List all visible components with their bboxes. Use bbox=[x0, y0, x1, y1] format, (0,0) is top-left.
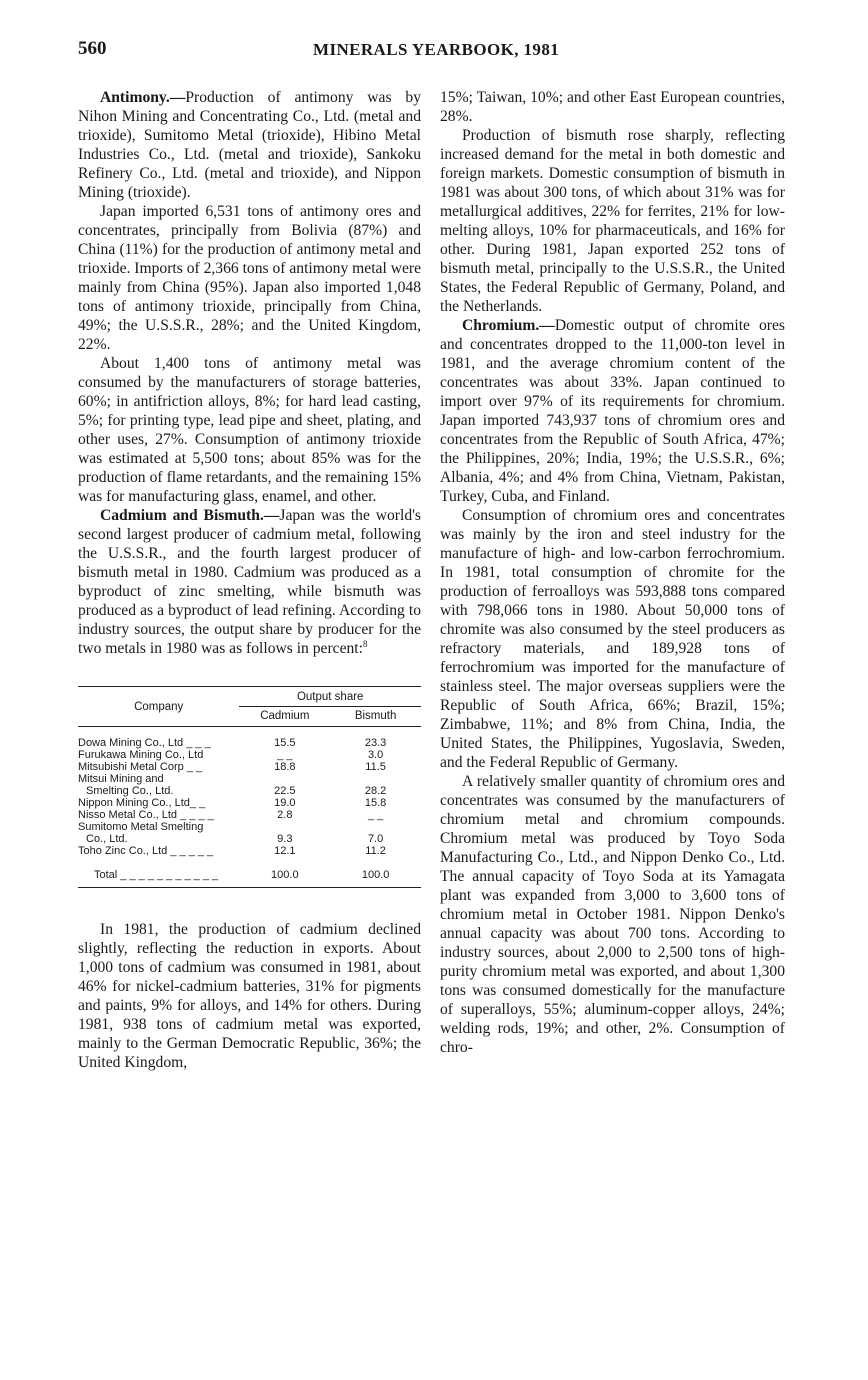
page-header bbox=[78, 38, 788, 64]
antimony-heading: Antimony.— bbox=[100, 89, 186, 106]
table-total-row bbox=[78, 857, 421, 888]
output-share-header: Output share bbox=[239, 687, 421, 707]
company-header: Company bbox=[78, 687, 239, 727]
table-row: Mitsubishi Metal Corp _ _ 18.8 11.5 bbox=[78, 761, 386, 773]
chromium-heading: Chromium.— bbox=[462, 317, 555, 334]
cadmium-heading: Cadmium and Bismuth.— bbox=[100, 507, 280, 524]
table-row: Toho Zinc Co., Ltd _ _ _ _ _ 12.1 11.2 bbox=[78, 845, 386, 857]
running-title: MINERALS YEARBOOK, 1981 bbox=[313, 40, 560, 59]
continued-paragraph: 15%; Taiwan, 10%; and other East European countries, 28%. bbox=[440, 89, 785, 125]
chromium-paragraph-3: A relatively smaller quantity of chromium ores and concentrates was consumed by the manufacturers of chromium metal and chromium compounds. Chromium metal was produced by Toyo Soda Manufacturing Co., Ltd., and Nippon Denko Co., Ltd. The annual capacity of Toyo Soda at its Yamagata plant was expanded from 3,000 to 3,600 tons of chromium metal in October 1981. Nippon Denko's annual capacity was about 700 tons. According to industry sources, about 2,000 to 2,500 tons of high-purity chromium metal was exported, and about 1,300 tons was consumed domestically for the manufacture of superalloys, 55%; aluminum-copper alloys, 24%; welding rods, 19%; and other, 2%. Consumption of chro- bbox=[440, 773, 785, 1056]
total-bismuth: 100.0 bbox=[330, 857, 421, 888]
right-column bbox=[440, 88, 785, 1057]
footnote-ref: 8 bbox=[362, 638, 368, 649]
left-column bbox=[78, 88, 421, 1072]
cadmium-paragraph-1: Cadmium and Bismuth.—Japan was the world's second largest producer of cadmium metal, following the U.S.S.R., and the fourth largest producer of bismuth metal in 1980. Cadmium was produced as a byproduct of zinc smelting, while bismuth was produced as a byproduct of lead refining. According to industry sources, the output share by producer for the two metals in 1980 was as follows in percent:$^8$ bbox=[78, 507, 422, 657]
table-row: Sumitomo Metal Smelting bbox=[78, 821, 204, 833]
cadmium-paragraph-2: In 1981, the production of cadmium declined slightly, reflecting the reduction in exports. About 1,000 tons of cadmium was consumed in 1981, about 46% for nickel-cadmium batteries, 31% for pigments and paints, 9% for alloys, and 14% for others. During 1981, 938 tons of cadmium metal was exported, mainly to the German Democratic Republic, 36%; the United Kingdom, bbox=[78, 921, 421, 1071]
page-number: 560 bbox=[78, 38, 107, 59]
antimony-paragraph-1: Antimony.—Production of antimony was by Nihon Mining and Concentrating Co., Ltd. (metal and trioxide), Sumitomo Metal (trioxide), Hibino Metal Industries Co., Ltd. (metal and trioxide), Sankoku Refinery Co., Ltd. (metal and trioxide), and Nippon Mining (trioxide). bbox=[78, 89, 421, 201]
table-row: Nisso Metal Co., Ltd _ _ _ _ 2.8 _ _ bbox=[78, 809, 384, 821]
antimony-paragraph-3: About 1,400 tons of antimony metal was consumed by the manufacturers of storage batteries, 60%; in antifriction alloys, 8%; for hard lead casting, 5%; for printing type, lead pipe and sheet, plating, and other uses, 27%. Consumption of antimony trioxide was estimated at 5,500 tons; about 85% was for the production of flame retardants, and the remaining 15% was for manufacturing glass, enamel, and other. bbox=[78, 355, 421, 505]
chromium-paragraph-1: Chromium.—Domestic output of chromite ores and concentrates dropped to the 11,000-ton level in 1981, and the average chromium content of the concentrates was about 33%. Japan continued to import over 97% of its requirements for chromium. Japan imported 743,937 tons of chromium ores and concentrates from the Republic of South Africa, 47%; the Philippines, 20%; India, 19%; the U.S.S.R., 6%; Albania, 4%; and 4% from China, Vietnam, Pakistan, Turkey, Cuba, and Finland. bbox=[440, 317, 785, 505]
cadmium-header: Cadmium bbox=[239, 707, 330, 727]
table-row: Nippon Mining Co., Ltd_ _ 19.0 15.8 bbox=[78, 797, 387, 809]
table-row: Furukawa Mining Co., Ltd _ _ 3.0 bbox=[78, 749, 384, 761]
chromium-paragraph-2: Consumption of chromium ores and concentrates was mainly by the iron and steel industry for the manufacture of high- and low-carbon ferrochromium. In 1981, total consumption of chromite for the production of ferroalloys was 593,888 tons compared with 798,066 tons in 1980. About 50,000 tons of chromite was also consumed by the steel producers as refractory materials, and 189,928 tons of ferrochromium was imported for the manufacture of stainless steel. The major overseas suppliers were the Republic of South Africa, 66%; Brazil, 15%; Zimbabwe, 11%; and 8% from China, India, the United States, the Philippines, Yugoslavia, Sweden, and the Federal Republic of Germany. bbox=[440, 507, 785, 771]
table-row: Mitsui Mining and bbox=[78, 773, 164, 785]
table-row: Smelting Co., Ltd. 22.5 28.2 bbox=[86, 785, 387, 797]
bismuth-paragraph: Production of bismuth rose sharply, reflecting increased demand for the metal in both domestic and foreign markets. Domestic consumption of bismuth in 1981 was about 300 tons, of which about 31% was for metallurgical additives, 22% for ferrites, 21% for low-melting alloys, 10% for pharmaceuticals, and 16% for other. During 1981, Japan exported 252 tons of bismuth metal, principally to the U.S.S.R., the United States, the Federal Republic of Germany, Poland, and the Netherlands. bbox=[440, 127, 785, 315]
table-row: Co., Ltd. 9.3 7.0 bbox=[86, 833, 384, 845]
antimony-paragraph-2: Japan imported 6,531 tons of antimony ores and concentrates, principally from Bolivia (87%) and China (11%) for the production of antimony metal and trioxide. Imports of 2,366 tons of antimony metal were mainly from China (95%). Japan also imported 1,048 tons of antimony trioxide, principally from China, 49%; the U.S.S.R., 28%; and the United Kingdom, 22%. bbox=[78, 203, 421, 353]
table-row: Dowa Mining Co., Ltd _ _ _ 15.5 23.3 bbox=[78, 737, 387, 749]
total-label: Total _ _ _ _ _ _ _ _ _ _ _ bbox=[78, 857, 239, 888]
total-cadmium: 100.0 bbox=[239, 857, 330, 888]
bismuth-header: Bismuth bbox=[330, 707, 421, 727]
output-share-table bbox=[78, 686, 421, 888]
